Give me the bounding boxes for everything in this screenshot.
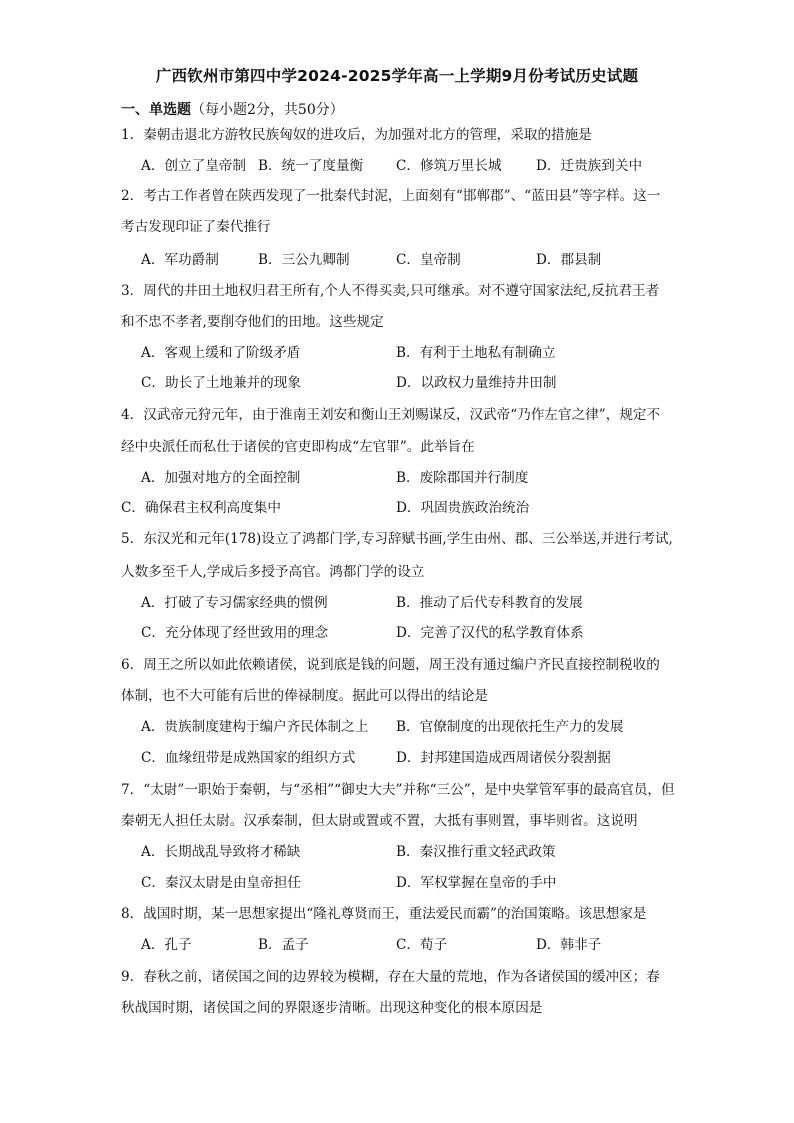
- option-b: B．孟子: [258, 937, 309, 953]
- option-b: B．废除郡国并行制度: [396, 470, 529, 486]
- option-a: A．打破了专习儒家经典的惯例: [141, 595, 328, 611]
- question-stem: 7．“太尉”一职始于秦朝，与“丞相”“御史大夫”并称“三公”，是中央掌管军事的最高官员，但: [121, 782, 675, 798]
- option-d: D．郡县制: [536, 252, 602, 268]
- page-title: 广西钦州市第四中学2024-2025学年高一上学期9月份考试历史试题: [155, 67, 639, 85]
- option-a: A．创立了皇帝制: [141, 158, 246, 174]
- option-a: A．孔子: [141, 937, 192, 953]
- option-a: A．军功爵制: [141, 252, 219, 268]
- option-b: B．官僚制度的出现依托生产力的发展: [396, 719, 624, 735]
- question-stem: 1．秦朝击退北方游牧民族匈奴的进攻后，为加强对北方的管理，采取的措施是: [121, 127, 592, 143]
- option-d: D．迁贵族到关中: [536, 158, 643, 174]
- option-c: C．助长了土地兼并的现象: [141, 375, 301, 391]
- question-stem: 3．周代的井田土地权归君王所有,个人不得买卖,只可继承。对不遵守国家法纪,反抗君王者: [121, 283, 660, 299]
- question-stem: 2．考古工作者曾在陕西发现了一批秦代封泥，上面刻有“邯郸郡”、“蓝田县”等字样。这一: [121, 188, 661, 204]
- option-d: D．军权掌握在皇帝的手中: [396, 875, 557, 891]
- question-stem: 9．春秋之前，诸侯国之间的边界较为模糊，存在大量的荒地，作为各诸侯国的缓冲区；春: [121, 969, 660, 985]
- question-stem: 体制，也不大可能有后世的俸禄制度。据此可以得出的结论是: [121, 688, 489, 704]
- question-stem: 秋战国时期，诸侯国之间的界限逐步清晰。出现这种变化的根本原因是: [121, 1000, 543, 1016]
- question-stem: 人数多至千人,学成后多授予高官。鸿都门学的设立: [121, 564, 425, 580]
- option-a: A．贵族制度建构于编户齐民体制之上: [141, 719, 369, 735]
- option-d: D．完善了汉代的私学教育体系: [396, 625, 584, 641]
- option-b: B．秦汉推行重文轻武政策: [396, 844, 556, 860]
- option-d: D．韩非子: [536, 937, 602, 953]
- option-b: B．三公九卿制: [258, 252, 350, 268]
- option-c: C．皇帝制: [396, 252, 461, 268]
- question-stem: 经中央派任而私仕于诸侯的官吏即构成“左官罪”。此举旨在: [121, 439, 475, 455]
- section-heading: [121, 99, 344, 119]
- section-label: 一、单选题: [121, 102, 191, 118]
- option-b: B．有利于土地私有制确立: [396, 345, 556, 361]
- option-c: C．秦汉太尉是由皇帝担任: [141, 875, 301, 891]
- question-stem: 和不忠不孝者,要削夺他们的田地。这些规定: [121, 314, 384, 330]
- option-d: D．巩固贵族政治统治: [396, 500, 530, 516]
- option-d: D．封邦建国造成西周诸侯分裂割据: [396, 750, 611, 766]
- section-note: （每小题2分，共50分）: [191, 102, 344, 118]
- question-stem: 5．东汉光和元年(178)设立了鸿都门学,专习辞赋书画,学生由州、郡、三公举送,并进行考试,: [121, 531, 673, 547]
- question-stem: 8．战国时期，某一思想家提出“隆礼尊贤而王，重法爱民而霸”的治国策略。该思想家是: [121, 906, 647, 922]
- question-stem: 6．周王之所以如此依赖诸侯，说到底是钱的问题，周王没有通过编户齐民直接控制税收的: [121, 657, 660, 673]
- option-d: D．以政权力量维持井田制: [396, 375, 557, 391]
- option-c: C．荀子: [396, 937, 448, 953]
- option-c: C．血缘纽带是成熟国家的组织方式: [141, 750, 356, 766]
- option-b: B．推动了后代专科教育的发展: [396, 595, 583, 611]
- question-stem: 4．汉武帝元狩元年，由于淮南王刘安和衡山王刘赐谋反，汉武帝“乃作左官之律”，规定不: [121, 407, 661, 423]
- option-c: C．修筑万里长城: [396, 158, 502, 174]
- option-c: C．确保君主权利高度集中: [121, 500, 281, 516]
- question-stem: 秦朝无人担任太尉。汉承秦制，但太尉或置或不置，大抵有事则置，事毕则省。这说明: [121, 813, 638, 829]
- option-c: C．充分体现了经世致用的理念: [141, 625, 329, 641]
- option-a: A．加强对地方的全面控制: [141, 470, 301, 486]
- option-a: A．客观上缓和了阶级矛盾: [141, 345, 301, 361]
- option-b: B．统一了度量衡: [258, 158, 364, 174]
- question-stem: 考古发现印证了秦代推行: [121, 219, 271, 235]
- option-a: A．长期战乱导致将才稀缺: [141, 844, 301, 860]
